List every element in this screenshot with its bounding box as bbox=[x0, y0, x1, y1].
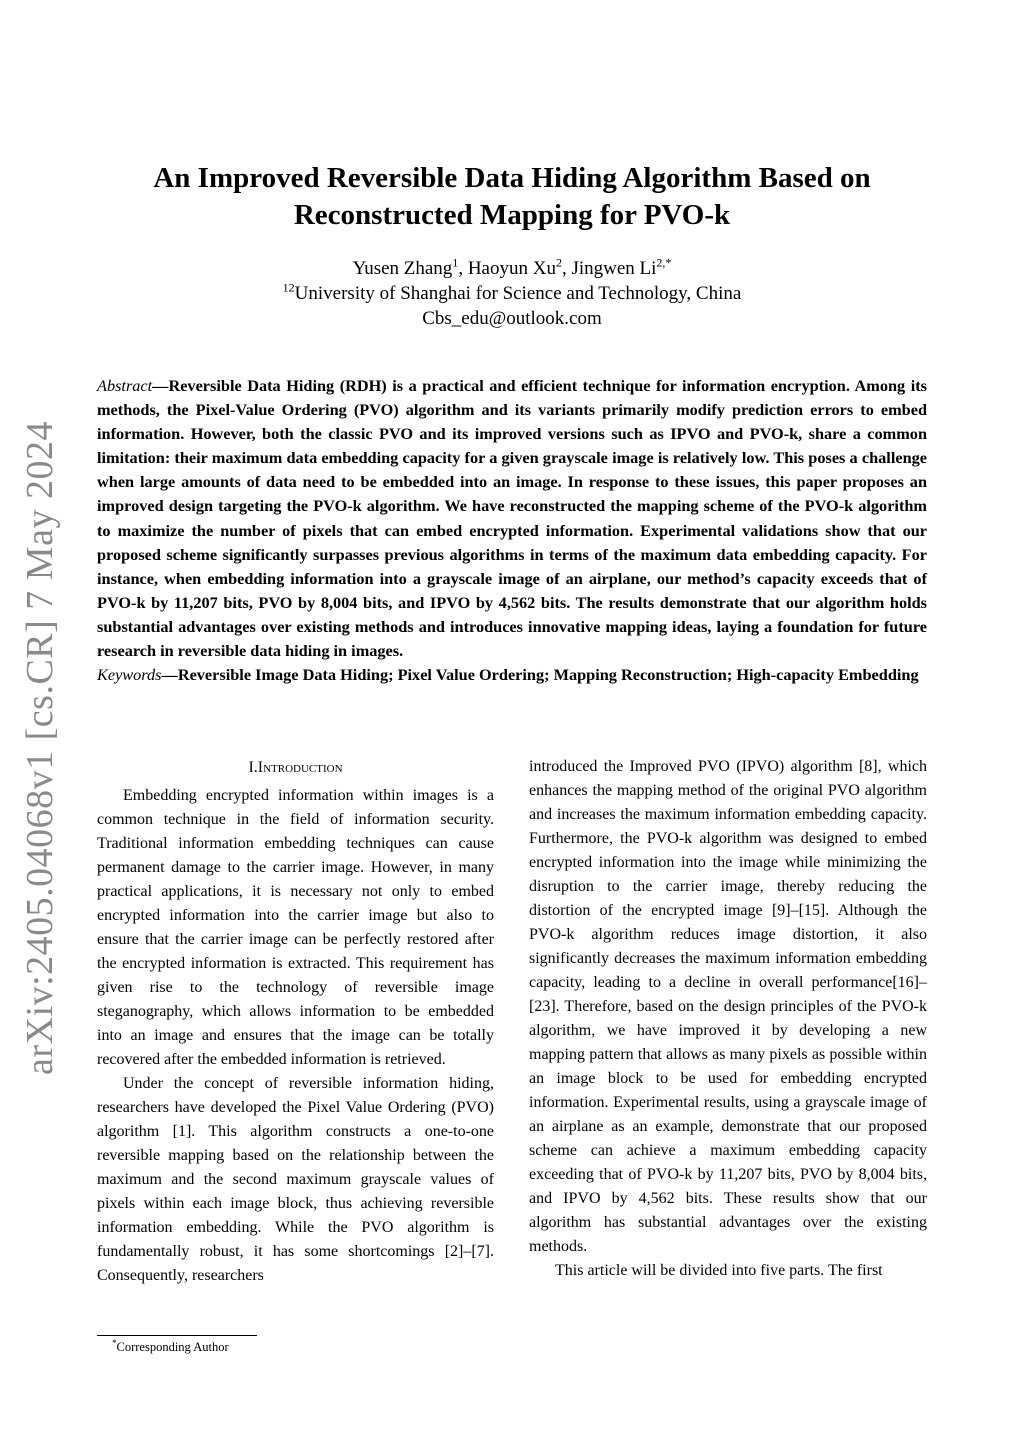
keywords-label: Keywords bbox=[97, 665, 162, 685]
abstract bbox=[97, 374, 927, 687]
author-names: Yusen Zhang$^1$, Haoyun Xu$^2$, Jingwen $Li^{2,*}$ bbox=[352, 255, 672, 279]
author-email: Cbs_edu@outlook.com bbox=[422, 308, 602, 329]
arxiv-id-text: arXiv:2405.04068v1 [cs.CR] 7 May 2024 bbox=[19, 421, 61, 1075]
footnote: *Corresponding Author bbox=[112, 1338, 229, 1355]
left-column bbox=[97, 756, 494, 1288]
title-line-2: Reconstructed Mapping for PVO-k bbox=[293, 199, 731, 231]
abstract-label: Abstract bbox=[97, 376, 153, 395]
right-column bbox=[529, 755, 927, 1283]
affiliation: $^{12}$University of Shanghai for Science and Technology, China bbox=[282, 280, 742, 304]
title-line-1: An Improved Reversible Data Hiding Algorithm Based on bbox=[153, 162, 871, 194]
paragraph: introduced the Improved PVO (IPVO) algorithm [8], which enhances the mapping method of the original PVO algorithm and increases the maximum information embedding capacity. Furthermore, the PVO-k algorithm was designed to embed encrypted information into the image while minimizing the disruption to the carrier image, thereby reducing the distortion of the encrypted image [9]–[15]. Although the PVO-k algorithm reduces image distortion, it also significantly decreases the maximum information embedding capacity, leading to a decline in overall performance[16]–[23]. Therefore, based on the design principles of the PVO-k algorithm, we have improved it by developing a new mapping pattern that allows as many pixels as possible within an image block to be used for embedding encrypted information. Experimental results, using a grayscale image of an airplane as an example, demonstrate that our proposed scheme can achieve a maximum embedding capacity exceeding that of PVO-k by 11,207 bits, PVO by 8,004 bits, and IPVO by 4,562 bits. These results show that our algorithm has substantial advantages over the existing methods. bbox=[529, 758, 927, 1255]
paper-title bbox=[100, 160, 924, 234]
paragraph: Embedding encrypted information within images is a common technique in the field of information security. Traditional information embedding techniques can cause permanent damage to the carrier image. However, in many practical applications, it is necessary not only to embed encrypted information into the carrier image but also to ensure that the carrier image can be perfectly restored after the encrypted information is extracted. This requirement has given rise to the technology of reversible image steganography, which allows information to be embedded into an image and ensures that the image can be totally recovered after the embedded information is retrieved. bbox=[97, 787, 494, 1068]
abstract-text: —Reversible Data Hiding (RDH) is a practical and efficient technique for information encryption. Among its methods, the Pixel-Value Ordering (PVO) algorithm and its variants primarily modify prediction errors to embed information. However, both the classic PVO and its improved versions such as IPVO and PVO-k, share a common limitation: their maximum data embedding capacity for a given grayscale image is relatively low. This poses a challenge when large amounts of data need to be embedded into an image. In response to these issues, this paper proposes an improved design targeting the PVO-k algorithm. We have reconstructed the mapping scheme of the PVO-k algorithm to maximize the number of pixels that can embed encrypted information. Experimental validations show that our proposed scheme significantly surpasses previous algorithms in terms of the maximum data embedding capacity. For instance, when embedding information into a grayscale image of an airplane, our method’s capacity exceeds that of PVO-k by 11,207 bits, PVO by 8,004 bits, and IPVO by 4,562 bits. The results demonstrate that our algorithm holds substantial advantages over existing methods and introduces innovative mapping ideas, laying a foundation for future research in reversible data hiding in images. bbox=[97, 376, 927, 661]
section-heading-introduction: I.Introduction bbox=[248, 759, 343, 776]
footnote-divider bbox=[97, 1335, 257, 1336]
arxiv-identifier-stamp bbox=[6, 421, 74, 1075]
author-block bbox=[100, 256, 924, 331]
paragraph: This article will be divided into five parts. The first bbox=[555, 1262, 883, 1279]
paragraph: Under the concept of reversible information hiding, researchers have developed the Pixel Value Ordering (PVO) algorithm [1]. This algorithm constructs a one-to-one reversible mapping based on the relationship between the maximum and the second maximum grayscale values of pixels within each image block, thus achieving reversible information embedding. While the PVO algorithm is fundamentally robust, it has some shortcomings [2]–[7]. Consequently, researchers bbox=[97, 1075, 494, 1284]
keywords-text: —Reversible Image Data Hiding; Pixel Value Ordering; Mapping Reconstruction; High-capacity Embedding bbox=[161, 665, 919, 685]
